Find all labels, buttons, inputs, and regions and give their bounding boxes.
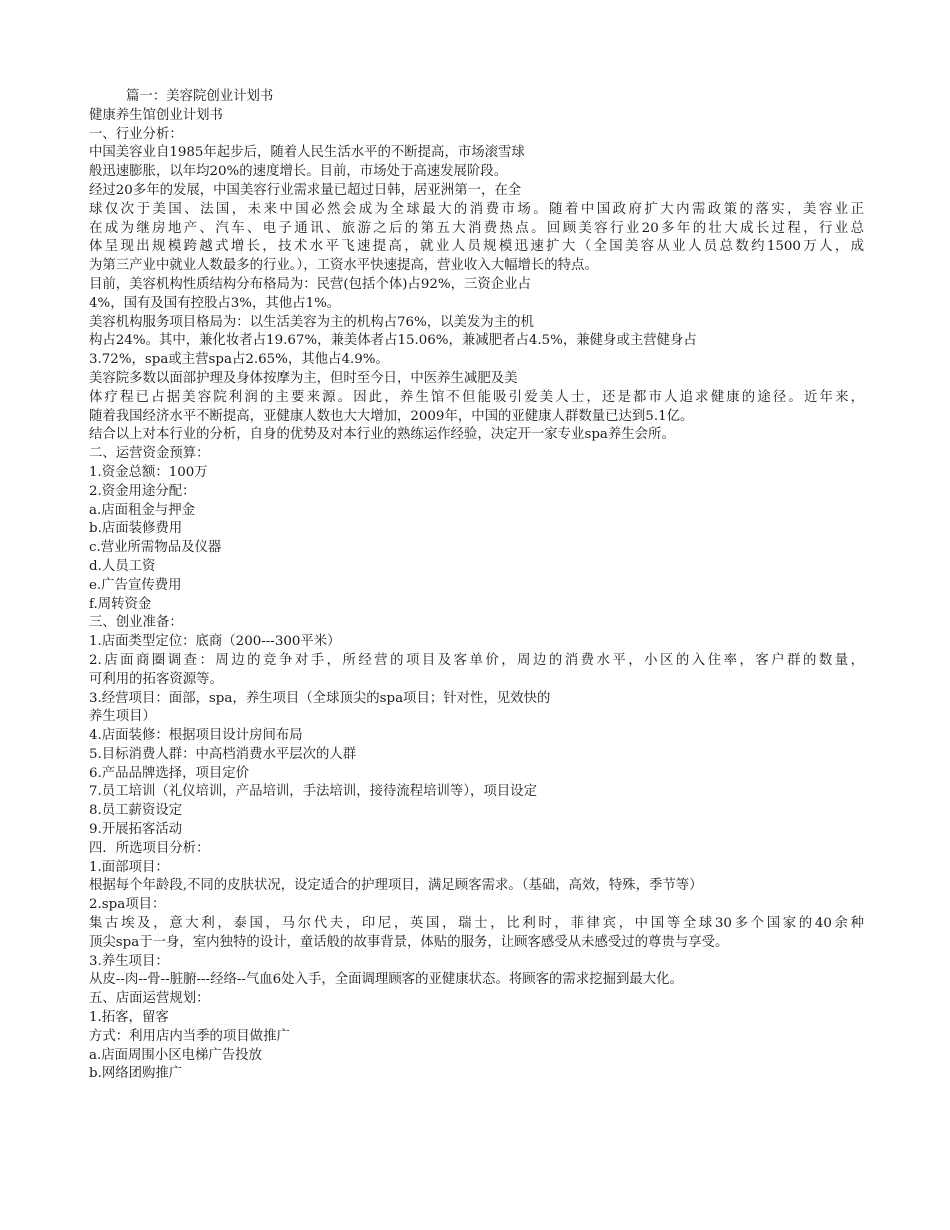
paragraph-line: 般迅速膨胀，以年均20%的速度增长。目前，市场处于高速发展阶段。 (89, 164, 508, 180)
paragraph-line: 根据每个年龄段,不同的皮肤状况，设定适合的护理项目，满足顾客需求。（基础，高效，特殊，季节等） (89, 878, 703, 894)
paragraph-line: 体疗程已占据美容院利润的主要来源。因此，养生馆不但能吸引爱美人士，还是都市人追求健康的途径。近年来， (89, 389, 864, 405)
list-item: f.周转资金 (89, 596, 152, 612)
list-item: 1.店面类型定位：底商（200---300平米） (89, 634, 341, 650)
paragraph-line: 结合以上对本行业的分析，自身的优势及对本行业的熟练运作经验，决定开一家专业spa养生会所。 (89, 427, 675, 443)
paragraph-line: 3.72%，spa或主营spa占2.65%，其他占4.9%。 (89, 352, 389, 368)
list-item: 3.养生项目： (89, 953, 169, 969)
list-item: c.营业所需物品及仪器 (89, 540, 222, 556)
list-item: 9.开展拓客活动 (89, 822, 183, 838)
list-item: 5.目标消费人群：中高档消费水平层次的人群 (89, 746, 357, 762)
document-subtitle: 健康养生馆创业计划书 (89, 107, 223, 123)
list-item: e.广告宣传费用 (89, 577, 182, 593)
paragraph-line: 为第三产业中就业人数最多的行业。），工资水平快速提高，营业收入大幅增长的特点。 (89, 258, 598, 274)
list-item: 养生项目） (89, 709, 156, 725)
list-item: 可利用的拓客资源等。 (89, 671, 223, 687)
section-heading: 三、创业准备： (89, 615, 183, 631)
paragraph-line: 中国美容业自1985年起步后，随着人民生活水平的不断提高，市场滚雪球 (89, 145, 525, 161)
list-item: 7.员工培训（礼仪培训，产品培训，手法培训，接待流程培训等），项目设定 (89, 784, 537, 800)
section-heading: 五、店面运营规划： (89, 991, 210, 1007)
document-body (89, 88, 864, 1084)
list-item: 2.spa项目： (89, 897, 166, 913)
section-heading: 一、行业分析： (89, 126, 183, 142)
paragraph-line: 集古埃及，意大利，泰国，马尔代夫，印尼，英国，瑞士，比利时，菲律宾，中国等全球30多个国家的40余种 (89, 916, 864, 932)
paragraph-line: 方式：利用店内当季的项目做推广 (89, 1028, 290, 1044)
list-item: d.人员工资 (89, 558, 156, 574)
paragraph-line: 目前，美容机构性质结构分布格局为：民营(包括个体)占92%，三资企业占 (89, 276, 531, 292)
paragraph-line: 4%，国有及国有控股占3%，其他占1%。 (89, 295, 341, 311)
paragraph-line: 体呈现出规模跨越式增长，技术水平飞速提高，就业人员规模迅速扩大（全国美容从业人员总数约1500万人，成 (89, 239, 864, 255)
paragraph-line: 美容机构服务项目格局为：以生活美容为主的机构占76%，以美发为主的机 (89, 314, 534, 330)
section-heading: 二、运营资金预算： (89, 446, 210, 462)
list-item: 1.拓客，留客 (89, 1010, 169, 1026)
paragraph-line: 从皮--肉--骨--脏腑---经络--气血6处入手，全面调理顾客的亚健康状态。将顾客的需求挖掘到最大化。 (89, 972, 683, 988)
paragraph-line: 经过20多年的发展，中国美容行业需求量已超过日韩，居亚洲第一，在全 (89, 182, 522, 198)
list-item: 1.面部项目： (89, 859, 169, 875)
paragraph-line: 球仅次于美国、法国，未来中国必然会成为全球最大的消费市场。随着中国政府扩大内需政策的落实，美容业正 (89, 201, 864, 217)
list-item: 6.产品品牌选择，项目定价 (89, 765, 250, 781)
list-item: 8.员工薪资设定 (89, 803, 183, 819)
paragraph-line: 顶尖spa于一身，室内独特的设计，童话般的故事背景，体贴的服务，让顾客感受从未感受过的尊贵与享受。 (89, 934, 729, 950)
list-item: 3.经营项目：面部，spa，养生项目（全球顶尖的spa项目；针对性，见效快的 (89, 690, 551, 706)
list-item: a.店面租金与押金 (89, 502, 195, 518)
paragraph-line: 随着我国经济水平不断提高，亚健康人数也大大增加，2009年，中国的亚健康人群数量已达到5.1亿。 (89, 408, 694, 424)
list-item: 2.店面商圈调查：周边的竞争对手，所经营的项目及客单价，周边的消费水平，小区的入住率，客户群的数量， (89, 652, 864, 668)
list-item: b.店面装修费用 (89, 521, 183, 537)
list-item: 2.资金用途分配： (89, 483, 196, 499)
list-item: 4.店面装修：根据项目设计房间布局 (89, 728, 303, 744)
section-heading: 四．所选项目分析： (89, 840, 210, 856)
paragraph-line: 在成为继房地产、汽车、电子通讯、旅游之后的第五大消费热点。回顾美容行业20多年的壮大成长过程，行业总 (89, 220, 864, 236)
list-item: b.网络团购推广 (89, 1066, 183, 1082)
paragraph-line: 构占24%。其中，兼化妆者占19.67%，兼美体者占15.06%，兼减肥者占4.5%，兼健身或主营健身占 (89, 333, 697, 349)
list-item: a.店面周围小区电梯广告投放 (89, 1047, 262, 1063)
list-item: 1.资金总额：100万 (89, 464, 208, 480)
paragraph-line: 美容院多数以面部护理及身体按摩为主，但时至今日，中医养生减肥及美 (89, 370, 518, 386)
document-title: 篇一：美容院创业计划书 (126, 89, 274, 104)
